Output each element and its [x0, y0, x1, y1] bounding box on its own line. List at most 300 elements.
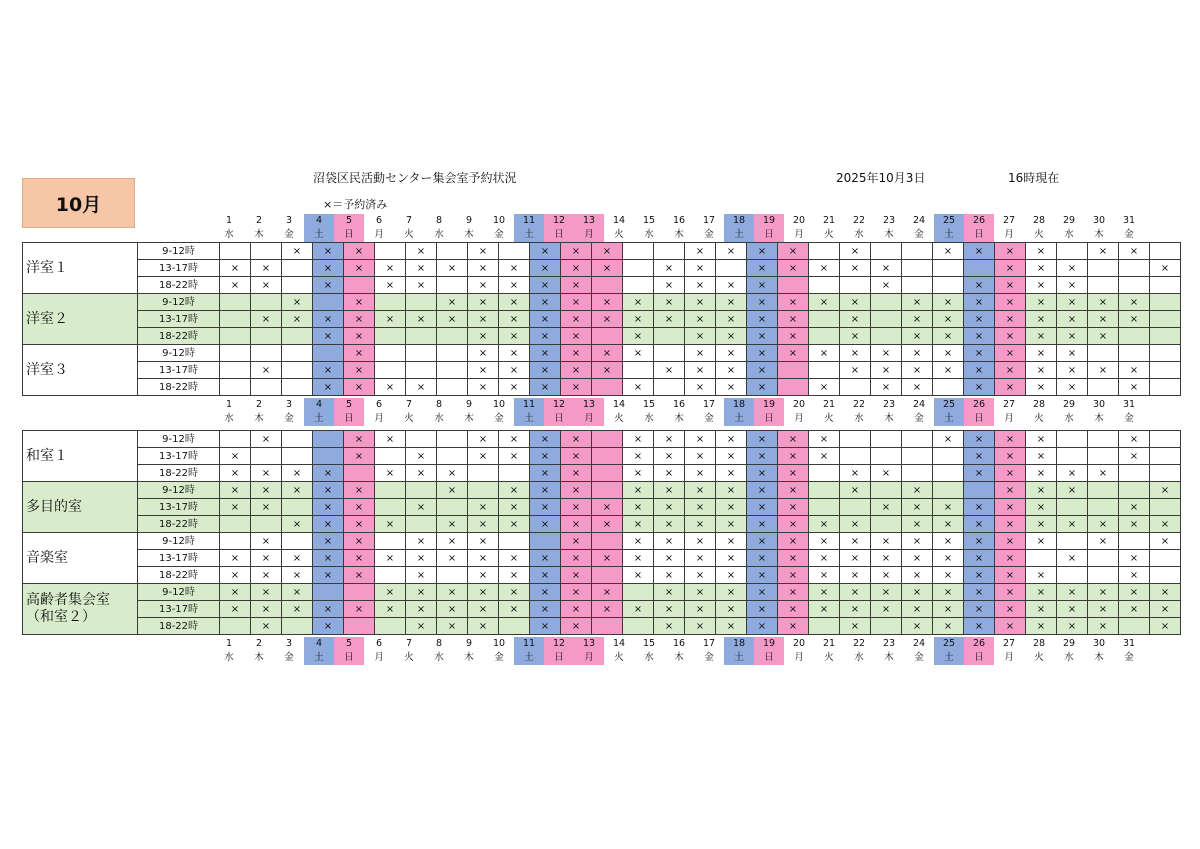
booking-cell: × [437, 601, 468, 618]
day-number: 12 [544, 214, 574, 228]
booking-cell: × [995, 243, 1026, 260]
day-number: 26 [964, 398, 994, 412]
booking-cell [499, 465, 530, 482]
time-slot-label: 18-22時 [138, 328, 220, 345]
booking-cell: × [282, 584, 313, 601]
day-number: 12 [544, 637, 574, 651]
booking-cell: × [530, 379, 561, 396]
booking-cell: × [964, 516, 995, 533]
day-number: 8 [435, 215, 443, 226]
booking-cell [654, 345, 685, 362]
booking-cell [1026, 550, 1057, 567]
booking-cell: × [406, 533, 437, 550]
booking-cell: × [995, 550, 1026, 567]
booking-cell: × [1150, 618, 1181, 635]
booking-cell: × [1057, 482, 1088, 499]
booking-cell: × [1057, 618, 1088, 635]
weekday-label: 土 [304, 228, 334, 242]
weekday-label: 月 [794, 229, 804, 240]
booking-cell: × [840, 584, 871, 601]
booking-cell: × [933, 584, 964, 601]
booking-cell: × [654, 601, 685, 618]
booking-cell: × [623, 379, 654, 396]
booking-cell [406, 362, 437, 379]
booking-cell: × [499, 277, 530, 294]
booking-cell: × [282, 516, 313, 533]
booking-cell [1119, 533, 1150, 550]
booking-cell [375, 618, 406, 635]
weekday-label: 木 [254, 229, 264, 240]
booking-cell: × [592, 311, 623, 328]
booking-cell: × [1026, 379, 1057, 396]
day-number: 30 [1092, 215, 1106, 226]
booking-cell: × [313, 601, 344, 618]
day-number: 17 [702, 215, 716, 226]
booking-cell: × [933, 533, 964, 550]
booking-cell: × [406, 260, 437, 277]
booking-cell: × [313, 260, 344, 277]
booking-cell: × [840, 345, 871, 362]
booking-cell: × [468, 516, 499, 533]
booking-cell: × [1088, 362, 1119, 379]
booking-cell: × [561, 465, 592, 482]
booking-cell: × [1088, 601, 1119, 618]
booking-cell: × [747, 277, 778, 294]
day-number: 4 [304, 214, 334, 228]
booking-cell: × [468, 448, 499, 465]
booking-cell [902, 465, 933, 482]
booking-cell: × [375, 550, 406, 567]
booking-cell: × [840, 328, 871, 345]
booking-cell: × [1150, 601, 1181, 618]
day-number: 2 [255, 215, 263, 226]
booking-cell [902, 448, 933, 465]
booking-cell: × [499, 516, 530, 533]
booking-cell [809, 362, 840, 379]
booking-cell [1088, 482, 1119, 499]
booking-cell: × [654, 311, 685, 328]
booking-cell: × [995, 345, 1026, 362]
booking-cell: × [437, 516, 468, 533]
booking-cell: × [344, 499, 375, 516]
table-row [23, 379, 1181, 396]
booking-cell: × [685, 618, 716, 635]
day-number: 29 [1062, 638, 1076, 649]
booking-cell: × [747, 567, 778, 584]
booking-cell: × [592, 499, 623, 516]
day-number: 1 [225, 399, 233, 410]
booking-cell [871, 482, 902, 499]
booking-cell: × [685, 465, 716, 482]
table-row [23, 567, 1181, 584]
booking-cell: × [468, 243, 499, 260]
day-number: 27 [1002, 399, 1016, 410]
day-number: 22 [852, 638, 866, 649]
booking-cell: × [747, 345, 778, 362]
booking-cell: × [778, 516, 809, 533]
day-number: 11 [514, 214, 544, 228]
booking-cell [251, 379, 282, 396]
booking-cell: × [468, 618, 499, 635]
booking-cell [1150, 379, 1181, 396]
booking-cell: × [1119, 294, 1150, 311]
booking-cell [871, 294, 902, 311]
booking-cell: × [809, 550, 840, 567]
booking-cell: × [1026, 465, 1057, 482]
booking-cell: × [716, 431, 747, 448]
booking-cell: × [1026, 260, 1057, 277]
weekday-label: 月 [1004, 413, 1014, 424]
booking-cell [840, 379, 871, 396]
day-number: 10 [492, 215, 506, 226]
booking-cell: × [251, 260, 282, 277]
booking-cell: × [499, 328, 530, 345]
room-name: 洋室２ [23, 294, 138, 345]
booking-cell [933, 482, 964, 499]
booking-cell: × [530, 345, 561, 362]
booking-cell [251, 345, 282, 362]
day-number: 12 [544, 398, 574, 412]
booking-cell: × [902, 618, 933, 635]
booking-cell: × [1026, 277, 1057, 294]
booking-cell: × [933, 328, 964, 345]
day-number: 9 [465, 399, 473, 410]
day-number: 6 [375, 638, 383, 649]
booking-cell: × [375, 601, 406, 618]
weekday-label: 金 [1124, 413, 1134, 424]
booking-cell: × [964, 362, 995, 379]
booking-cell [1119, 618, 1150, 635]
booking-cell [778, 379, 809, 396]
day-number: 18 [724, 637, 754, 651]
day-number: 26 [964, 637, 994, 651]
booking-cell: × [1088, 294, 1119, 311]
weekday-label: 月 [794, 652, 804, 663]
table-row [23, 260, 1181, 277]
table-row [23, 345, 1181, 362]
table-row [23, 362, 1181, 379]
booking-cell [623, 362, 654, 379]
booking-cell: × [840, 260, 871, 277]
booking-cell: × [778, 431, 809, 448]
booking-cell: × [251, 550, 282, 567]
booking-cell: × [313, 277, 344, 294]
booking-cell: × [282, 601, 313, 618]
day-number: 8 [435, 399, 443, 410]
booking-cell: × [561, 243, 592, 260]
weekday-label: 木 [1094, 652, 1104, 663]
booking-cell: × [778, 533, 809, 550]
day-number: 17 [702, 638, 716, 649]
weekday-label: 金 [494, 229, 504, 240]
booking-cell [902, 277, 933, 294]
booking-cell: × [468, 294, 499, 311]
time-slot-label: 18-22時 [138, 277, 220, 294]
booking-cell: × [995, 465, 1026, 482]
booking-cell: × [220, 601, 251, 618]
day-number: 9 [465, 215, 473, 226]
day-number: 18 [724, 398, 754, 412]
booking-cell: × [1057, 362, 1088, 379]
weekday-label: 火 [614, 229, 624, 240]
booking-cell [1119, 465, 1150, 482]
weekday-label: 日 [334, 228, 364, 242]
weekday-label: 金 [1124, 652, 1134, 663]
day-number: 6 [375, 215, 383, 226]
booking-cell [313, 584, 344, 601]
booking-cell [1150, 448, 1181, 465]
booking-cell: × [964, 294, 995, 311]
booking-cell [282, 379, 313, 396]
booking-cell: × [468, 260, 499, 277]
booking-cell: × [995, 328, 1026, 345]
day-number: 2 [255, 399, 263, 410]
booking-cell [251, 516, 282, 533]
booking-cell: × [778, 618, 809, 635]
booking-cell: × [685, 533, 716, 550]
booking-cell: × [437, 465, 468, 482]
day-header-table [214, 214, 1144, 242]
booking-cell [406, 431, 437, 448]
booking-cell: × [871, 499, 902, 516]
booking-cell: × [623, 328, 654, 345]
weekday-label: 土 [724, 651, 754, 665]
booking-cell: × [964, 533, 995, 550]
booking-cell [437, 243, 468, 260]
booking-cell: × [468, 431, 499, 448]
booking-cell [251, 243, 282, 260]
booking-cell: × [809, 567, 840, 584]
booking-cell: × [344, 260, 375, 277]
booking-cell: × [437, 482, 468, 499]
booking-cell: × [1119, 567, 1150, 584]
booking-cell [871, 516, 902, 533]
booking-cell: × [530, 499, 561, 516]
booking-cell: × [623, 533, 654, 550]
day-number: 19 [754, 214, 784, 228]
booking-cell: × [902, 550, 933, 567]
booking-cell [623, 243, 654, 260]
weekday-label: 水 [854, 413, 864, 424]
booking-cell: × [561, 499, 592, 516]
day-number: 31 [1122, 215, 1136, 226]
booking-cell: × [654, 499, 685, 516]
booking-cell [344, 584, 375, 601]
booking-cell: × [716, 345, 747, 362]
booking-cell: × [220, 465, 251, 482]
booking-cell [1150, 431, 1181, 448]
day-number: 27 [1002, 638, 1016, 649]
booking-cell: × [778, 499, 809, 516]
booking-cell: × [530, 260, 561, 277]
day-number: 8 [435, 638, 443, 649]
booking-cell: × [1026, 243, 1057, 260]
weekday-label: 土 [724, 412, 754, 426]
booking-cell [375, 243, 406, 260]
table-row [23, 465, 1181, 482]
day-number: 7 [405, 399, 413, 410]
booking-cell: × [685, 345, 716, 362]
booking-cell [1150, 294, 1181, 311]
booking-cell: × [1026, 516, 1057, 533]
booking-cell: × [1057, 328, 1088, 345]
weekday-label: 金 [1124, 229, 1134, 240]
booking-cell: × [654, 618, 685, 635]
booking-cell: × [623, 345, 654, 362]
booking-cell [251, 294, 282, 311]
booking-cell [220, 345, 251, 362]
booking-cell: × [499, 294, 530, 311]
booking-cell: × [716, 243, 747, 260]
booking-cell [1150, 499, 1181, 516]
booking-cell [592, 618, 623, 635]
booking-cell: × [1026, 584, 1057, 601]
day-number: 14 [612, 399, 626, 410]
booking-cell: × [251, 618, 282, 635]
booking-cell [468, 482, 499, 499]
day-number: 21 [822, 399, 836, 410]
weekday-label: 木 [884, 413, 894, 424]
weekday-label: 土 [934, 651, 964, 665]
booking-cell: × [499, 260, 530, 277]
booking-cell: × [716, 482, 747, 499]
legend: ×＝予約済み [323, 198, 388, 211]
booking-cell: × [530, 294, 561, 311]
booking-cell: × [220, 277, 251, 294]
booking-cell [1088, 277, 1119, 294]
booking-cell: × [406, 550, 437, 567]
weekday-label: 日 [334, 651, 364, 665]
weekday-label: 木 [674, 413, 684, 424]
day-number: 11 [514, 637, 544, 651]
booking-cell: × [468, 328, 499, 345]
booking-cell [809, 465, 840, 482]
booking-cell: × [344, 362, 375, 379]
weekday-label: 火 [1034, 229, 1044, 240]
booking-cell: × [747, 311, 778, 328]
time-slot-label: 18-22時 [138, 379, 220, 396]
booking-cell [592, 431, 623, 448]
day-number: 16 [672, 215, 686, 226]
booking-cell: × [530, 448, 561, 465]
booking-cell: × [251, 567, 282, 584]
time-slot-label: 13-17時 [138, 499, 220, 516]
room-name: 洋室１ [23, 243, 138, 294]
weekday-label: 木 [254, 652, 264, 663]
booking-cell: × [1119, 379, 1150, 396]
day-number: 1 [225, 215, 233, 226]
weekday-label: 火 [404, 413, 414, 424]
booking-cell [499, 533, 530, 550]
booking-cell: × [499, 567, 530, 584]
booking-cell [313, 431, 344, 448]
booking-cell: × [406, 567, 437, 584]
booking-cell [1150, 567, 1181, 584]
weekday-label: 木 [884, 229, 894, 240]
day-number: 31 [1122, 399, 1136, 410]
booking-cell [623, 260, 654, 277]
booking-cell: × [1119, 601, 1150, 618]
booking-cell: × [251, 584, 282, 601]
booking-cell: × [871, 379, 902, 396]
booking-cell [871, 311, 902, 328]
booking-cell: × [251, 482, 282, 499]
booking-cell: × [530, 277, 561, 294]
booking-cell [437, 362, 468, 379]
booking-cell: × [344, 311, 375, 328]
weekday-label: 土 [514, 228, 544, 242]
weekday-label: 土 [304, 651, 334, 665]
time-slot-label: 18-22時 [138, 618, 220, 635]
booking-cell: × [871, 277, 902, 294]
booking-cell: × [437, 260, 468, 277]
booking-cell: × [1088, 533, 1119, 550]
weekday-label: 火 [1034, 652, 1044, 663]
weekday-label: 水 [224, 652, 234, 663]
time-slot-label: 18-22時 [138, 567, 220, 584]
booking-cell: × [530, 482, 561, 499]
booking-cell: × [499, 379, 530, 396]
booking-cell: × [778, 601, 809, 618]
booking-cell: × [1026, 601, 1057, 618]
booking-cell [282, 345, 313, 362]
booking-cell [282, 328, 313, 345]
weekday-label: 木 [254, 413, 264, 424]
booking-cell: × [623, 482, 654, 499]
booking-cell: × [716, 362, 747, 379]
booking-cell: × [809, 379, 840, 396]
booking-cell: × [1026, 431, 1057, 448]
table-row [23, 448, 1181, 465]
day-number: 13 [574, 637, 604, 651]
booking-cell: × [778, 311, 809, 328]
booking-cell: × [1026, 328, 1057, 345]
booking-cell: × [716, 379, 747, 396]
booking-cell: × [406, 277, 437, 294]
booking-cell [809, 277, 840, 294]
booking-cell [1150, 277, 1181, 294]
day-header-table [214, 637, 1144, 665]
booking-cell: × [964, 499, 995, 516]
day-number: 29 [1062, 399, 1076, 410]
booking-cell: × [716, 533, 747, 550]
booking-cell: × [344, 516, 375, 533]
booking-cell: × [313, 243, 344, 260]
booking-cell [437, 448, 468, 465]
booking-cell: × [530, 550, 561, 567]
booking-cell [220, 618, 251, 635]
booking-cell: × [871, 601, 902, 618]
table-row [23, 533, 1181, 550]
weekday-label: 土 [514, 651, 544, 665]
booking-cell [623, 277, 654, 294]
day-number: 5 [334, 637, 364, 651]
booking-cell: × [1119, 499, 1150, 516]
booking-cell: × [499, 311, 530, 328]
booking-cell: × [840, 601, 871, 618]
booking-cell: × [1119, 584, 1150, 601]
booking-cell: × [375, 260, 406, 277]
day-number: 6 [375, 399, 383, 410]
booking-cell: × [437, 550, 468, 567]
booking-cell: × [778, 260, 809, 277]
booking-cell: × [654, 550, 685, 567]
booking-cell: × [716, 311, 747, 328]
booking-cell [902, 431, 933, 448]
booking-cell [592, 328, 623, 345]
booking-cell: × [685, 584, 716, 601]
weekday-label: 火 [824, 413, 834, 424]
